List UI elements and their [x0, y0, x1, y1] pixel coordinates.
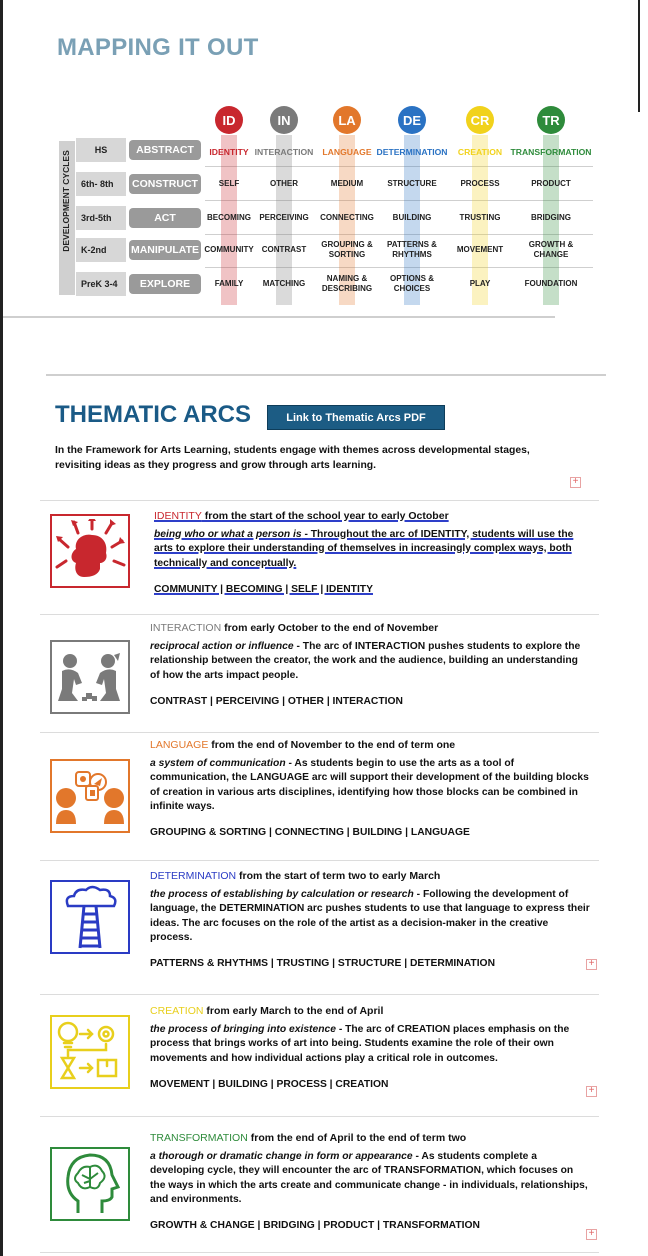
arc-entry-transformation — [150, 1131, 590, 1234]
thematic-intro: In the Framework for Arts Learning, students engage with themes across developmental stages, revisiting ideas as they progress and grow through arts learning. — [55, 445, 530, 471]
arc-entry-definition: reciprocal action or influence — [150, 640, 294, 652]
arc-cell: PRODUCT — [531, 179, 571, 188]
arc-entry-heading — [150, 1004, 590, 1019]
arc-column-header: TRANSFORMATION — [510, 147, 592, 157]
page-border-left — [0, 0, 3, 1256]
arc-column-header: IDENTITY — [209, 147, 249, 157]
level-label: MANIPULATE — [129, 240, 201, 260]
conversation-icon-box — [50, 759, 130, 833]
arc-entry-tags: COMMUNITY | BECOMING | SELF | IDENTITY — [154, 583, 373, 595]
ladder-cloud-icon-box — [50, 880, 130, 954]
arc-cell: OPTIONS & CHOICES — [389, 274, 435, 293]
arc-entry-timing: from the end of April to the end of term two — [247, 1132, 467, 1144]
arc-entry-timing: from the end of November to the end of term one — [208, 739, 456, 751]
entry-separator — [40, 500, 599, 501]
arc-entry-definition: a thorough or dramatic change in form or appearance — [150, 1150, 413, 1162]
arc-entry-text: - As students begin to use the arts as a tool of communication, the LANGUAGE arc will support their development of the building blocks of creation in various arts disciplines, identifying how those blocks can be combined in infinite ways. — [150, 757, 589, 812]
arc-column-header: DETERMINATION — [376, 147, 448, 157]
grade-label: 3rd-5th — [76, 206, 126, 230]
arc-entry-description — [154, 528, 590, 571]
arc-entry-text: - The arc of CREATION places emphasis on the process that brings works of art into being. Students examine the role of their own movements and how individual actions play a critical role in outcomes. — [150, 1023, 570, 1064]
arc-entry-description — [150, 757, 590, 815]
arc-cell: BUILDING — [392, 213, 432, 222]
arc-entry-description — [150, 640, 590, 683]
expand-icon[interactable]: + — [586, 959, 597, 970]
arc-cell: STRUCTURE — [387, 179, 437, 188]
arc-entry-heading — [150, 1131, 590, 1146]
arc-entry-timing: from early March to the end of April — [203, 1005, 384, 1017]
arc-cell: GROUPING & SORTING — [321, 240, 373, 259]
arc-cell: SELF — [218, 179, 240, 188]
arc-cell: FOUNDATION — [524, 279, 578, 288]
arc-cell: PROCESS — [460, 179, 500, 188]
row-line — [205, 200, 593, 201]
conversation-icon — [52, 766, 128, 826]
head-brain-icon — [60, 1151, 120, 1217]
arc-entry-heading — [150, 621, 590, 636]
arc-column-header: INTERACTION — [254, 147, 314, 157]
idea-process-icon-box — [50, 1015, 130, 1089]
grade-label: 6th- 8th — [76, 172, 126, 196]
row-line — [205, 234, 593, 235]
level-label: ACT — [129, 208, 201, 228]
arc-cell: MATCHING — [262, 279, 306, 288]
arc-entry-timing: from the start of term two to early March — [236, 870, 441, 882]
section-divider — [46, 374, 606, 376]
arc-code-badge: ID — [215, 106, 243, 134]
arc-code-badge: DE — [398, 106, 426, 134]
arc-entry-heading — [150, 738, 590, 753]
arc-column-header: LANGUAGE — [322, 147, 372, 157]
arc-entry-creation — [150, 1004, 590, 1092]
arc-code-badge: CR — [466, 106, 494, 134]
page-border-right — [638, 0, 640, 112]
level-label: EXPLORE — [129, 274, 201, 294]
level-label: CONSTRUCT — [129, 174, 201, 194]
expand-icon[interactable]: + — [586, 1086, 597, 1097]
entry-separator — [40, 614, 599, 615]
arc-entry-name: CREATION — [150, 1005, 204, 1017]
idea-process-icon — [54, 1018, 126, 1086]
arc-cell: FAMILY — [214, 279, 244, 288]
row-line — [205, 267, 593, 268]
arc-cell: MOVEMENT — [456, 245, 504, 254]
arc-entry-name: TRANSFORMATION — [150, 1132, 248, 1144]
arc-entry-name: INTERACTION — [150, 622, 222, 634]
person-head-icon-box — [50, 514, 130, 588]
arc-entry-heading — [150, 869, 590, 884]
arc-entry-heading[interactable] — [154, 509, 590, 524]
entry-separator — [40, 994, 599, 995]
arc-entry-tags: MOVEMENT | BUILDING | PROCESS | CREATION — [150, 1078, 389, 1090]
arc-entry-name: DETERMINATION — [150, 870, 237, 882]
arc-cell: TRUSTING — [459, 213, 501, 222]
arc-entry-name: IDENTITY — [154, 510, 202, 522]
arc-cell: BECOMING — [207, 213, 251, 222]
arc-cell: NAMING & DESCRIBING — [321, 274, 373, 293]
arc-entry-definition: being who or what a person is — [154, 528, 302, 540]
arc-entry-determination — [150, 869, 590, 972]
expand-icon[interactable]: + — [586, 1229, 597, 1240]
arc-cell: BRIDGING — [531, 213, 571, 222]
arc-cell: PERCEIVING — [259, 213, 309, 222]
arc-cell: GROWTH & CHANGE — [528, 240, 574, 259]
mapping-title: MAPPING IT OUT — [57, 34, 259, 61]
arc-entry-timing: from the start of the school year to early October — [201, 510, 449, 522]
arc-cell: PATTERNS & RHYTHMS — [387, 240, 437, 259]
section-divider — [3, 316, 555, 318]
grade-label: HS — [76, 138, 126, 162]
arc-column-header: CREATION — [457, 147, 503, 157]
arc-code-badge: IN — [270, 106, 298, 134]
arc-entry-text: - The arc of INTERACTION pushes students to explore the relationship between the creator, the work and the audience, building an understanding of how the arts impact people. — [150, 640, 581, 681]
arc-entry-timing: from early October to the end of November — [221, 622, 439, 634]
grade-label: K-2nd — [76, 238, 126, 262]
entry-separator — [40, 1252, 599, 1253]
person-head-icon — [54, 519, 126, 583]
arc-cell: PLAY — [469, 279, 491, 288]
arc-entry-description — [150, 1150, 590, 1208]
arc-entry-description — [150, 888, 590, 946]
two-people-icon — [54, 649, 126, 705]
arc-entry-text: - As students complete a developing cycle, they will encounter the arc of TRANSFORMATION, which focuses on the ways in which the arts create and communicate change - in individuals, relationships, and environments. — [150, 1150, 588, 1205]
arc-entry-description — [150, 1023, 590, 1066]
arc-entry-tags: GROUPING & SORTING | CONNECTING | BUILDING | LANGUAGE — [150, 827, 470, 839]
arc-cell: CONTRAST — [261, 245, 307, 254]
grade-label: PreK 3-4 — [76, 272, 126, 296]
arc-entry-name: LANGUAGE — [150, 739, 209, 751]
arc-cell: CONNECTING — [320, 213, 374, 222]
arc-entry-language — [150, 738, 590, 841]
arc-entry-tags: GROWTH & CHANGE | BRIDGING | PRODUCT | TRANSFORMATION — [150, 1220, 480, 1232]
arc-entry-identity — [154, 509, 590, 597]
expand-icon[interactable]: + — [570, 477, 581, 488]
row-line — [205, 166, 593, 167]
ladder-cloud-icon — [54, 884, 126, 950]
arc-entry-definition: a system of communication — [150, 757, 286, 769]
arc-entry-text: - Throughout the arc of IDENTITY, students will use the arts to explore their understanding of themselves in increasingly complex ways, both technically and conceptually. — [154, 528, 574, 569]
arc-code-badge: LA — [333, 106, 361, 134]
arc-entry-tags: CONTRAST | PERCEIVING | OTHER | INTERACTION — [150, 695, 403, 707]
thematic-arcs-title: THEMATIC ARCS — [55, 401, 251, 428]
two-people-icon-box — [50, 640, 130, 714]
arc-entry-tags: PATTERNS & RHYTHMS | TRUSTING | STRUCTURE | DETERMINATION — [150, 958, 496, 970]
arc-entry-definition: the process of bringing into existence — [150, 1023, 336, 1035]
entry-separator — [40, 732, 599, 733]
level-label: ABSTRACT — [129, 140, 201, 160]
arc-entry-definition: the process of establishing by calculation or research — [150, 888, 414, 900]
entry-separator — [40, 860, 599, 861]
arc-entry-text: - Following the development of language, the DETERMINATION arc pushes students to use that language to express their ideas. The arc focuses on the role of the artist as a decision-maker in the creative process. — [150, 888, 590, 943]
thematic-arcs-pdf-link[interactable]: Link to Thematic Arcs PDF — [267, 405, 445, 430]
development-cycles-label: DEVELOPMENT CYCLES — [61, 150, 71, 252]
arc-cell: OTHER — [270, 179, 298, 188]
entry-separator — [40, 1116, 599, 1117]
arc-entry-interaction — [150, 621, 590, 709]
head-brain-icon-box — [50, 1147, 130, 1221]
arc-code-badge: TR — [537, 106, 565, 134]
arc-cell: MEDIUM — [330, 179, 364, 188]
arc-cell: COMMUNITY — [204, 245, 254, 254]
